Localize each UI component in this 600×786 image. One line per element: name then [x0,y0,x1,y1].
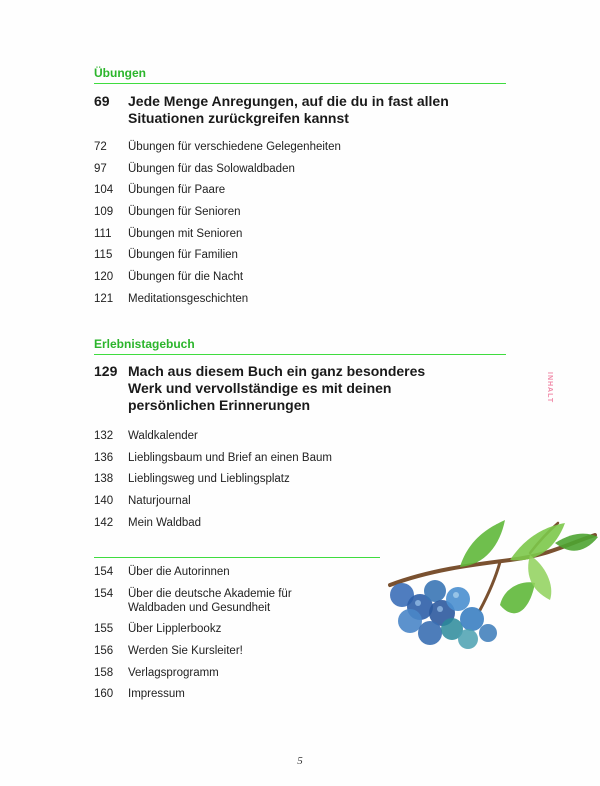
page-number: 155 [94,623,114,636]
page-number: 121 [94,292,114,305]
page-number: 154 [94,587,114,600]
toc-entry [94,140,394,154]
entry-title: Übungen für Senioren [128,206,241,219]
page-number: 120 [94,271,114,284]
toc-list-appendix [94,565,334,701]
toc-entry [94,270,394,284]
section-rule [94,83,506,84]
toc-entry [94,162,394,176]
page-number: 140 [94,495,114,508]
page-number: 158 [94,666,114,679]
toc-entry [94,516,394,530]
section-heading-uebungen: Übungen [94,66,146,80]
entry-title: Übungen für die Nacht [128,271,244,284]
entry-title: Über die Autorinnen [128,566,230,578]
entry-title: Meditationsgeschichten [128,292,249,305]
entry-title: Übungen für verschiedene Gelegenheiten [128,141,341,153]
page-number: 136 [94,451,114,464]
page-number: 142 [94,516,114,529]
page-number: 115 [94,249,113,262]
page-number: 111 [94,227,112,240]
toc-entry [94,565,334,579]
toc-entry [94,205,394,219]
entry-title: Mach aus diesem Buch ein ganz besonderes Werk und vervollständige es mit deinen persönlichen Erinnerungen [128,363,426,413]
appendix-rule [94,557,380,558]
entry-title: Über die deutsche Akademie für Waldbaden und Gesundheit [128,587,292,614]
entry-title: Lieblingsweg und Lieblingsplatz [128,473,290,486]
section-heading-erlebnistagebuch: Erlebnistagebuch [94,337,195,351]
entry-title: Mein Waldbad [128,516,202,529]
entry-title: Lieblingsbaum und Brief an einen Baum [128,451,332,464]
side-tab-label: INHALT [546,372,553,404]
page-number: 69 [94,93,110,109]
page-number: 109 [94,206,114,219]
toc-entry [94,292,394,306]
entry-title: Übungen mit Senioren [128,227,243,240]
page-number: 154 [94,566,114,578]
entry-title: Impressum [128,688,185,701]
entry-title: Übungen für Paare [128,184,226,197]
entry-title: Übungen für Familien [128,249,238,262]
page-number: 97 [94,162,107,175]
toc-entry [94,622,334,636]
toc-entry [94,494,394,508]
toc-entry [94,666,334,680]
page-number: 156 [94,645,114,658]
toc-entry [94,429,394,443]
toc-entry [94,227,394,241]
page-number: 160 [94,688,114,701]
page-number: 104 [94,184,114,197]
page-number: 132 [94,430,114,442]
toc-entry [94,687,334,701]
section-rule [94,354,506,355]
toc-entry [94,644,334,658]
entry-title: Über Lipplerbookz [128,623,222,636]
toc-entry [94,472,394,486]
page-number-footer: 5 [297,755,303,767]
page-number: 129 [94,363,118,379]
entry-title: Naturjournal [128,495,191,508]
entry-title: Werden Sie Kursleiter! [128,645,243,658]
entry-title: Waldkalender [128,430,198,442]
blueberry-branch-illustration [380,515,600,665]
toc-list-uebungen [94,140,394,306]
entry-title: Jede Menge Anregungen, auf die du in fast allen Situationen zurückgreifen kannst [128,93,449,126]
toc-entry [94,183,394,197]
toc-list-erlebnistagebuch [94,429,394,530]
page-number: 138 [94,473,114,486]
toc-entry [94,587,334,615]
page-number: 72 [94,141,107,153]
toc-entry [94,451,394,465]
entry-title: Übungen für das Solowaldbaden [128,162,295,175]
toc-entry [94,248,394,262]
entry-title: Verlagsprogramm [128,666,219,679]
